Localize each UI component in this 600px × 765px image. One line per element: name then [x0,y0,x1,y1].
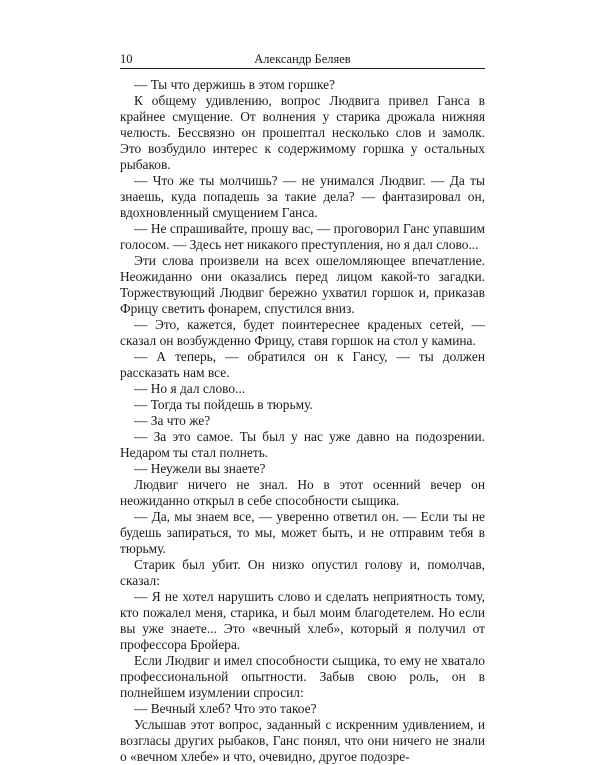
paragraph: Услышав этот вопрос, заданный с искренним удивлением, и возгласы других рыбаков, Ганс понял, что они ничего не знали о «вечном хлебе» и что, очевидно, другое подозре- [120,717,485,764]
paragraph: К общему удивлению, вопрос Людвига привел Ганса в крайнее смущение. От волнения у старика дрожала нижняя челюсть. Бессвязно он прошептал несколько слов и замолк. Это возбудило интерес к содержимому горшка у остальных рыбаков. [120,93,485,172]
page-number: 10 [120,52,133,66]
paragraph: — Что же ты молчишь? — не унимался Людвиг. — Да ты знаешь, куда попадешь за такие дела? — фантазировал он, вдохновленный смущением Ганса. [120,173,485,220]
paragraph: — Неужели вы знаете? [134,461,266,476]
paragraph: — Да, мы знаем все, — уверенно ответил он. — Если ты не будешь запираться, то мы, может быть, и не отправим тебя в тюрьму. [120,509,485,556]
running-head-author: Александр Беляев [254,52,351,66]
paragraph: — За что же? [134,413,211,428]
paragraph: Старик был убит. Он низко опустил голову и, помолчав, сказал: [120,557,485,588]
paragraph: — Но я дал слово... [134,381,246,396]
paragraph: — Ты что держишь в этом горшке? [134,77,335,92]
paragraph: — За это самое. Ты был у нас уже давно на подозрении. Недаром ты стал полнеть. [120,429,485,460]
book-page [120,50,485,765]
paragraph: Людвиг ничего не знал. Но в этот осенний вечер он неожиданно открыл в себе способности сыщика. [120,477,485,508]
paragraph: — А теперь, — обратился он к Гансу, — ты должен рассказать нам все. [120,349,485,380]
paragraph: — Тогда ты пойдешь в тюрьму. [134,397,313,412]
paragraph: — Это, кажется, будет поинтереснее краденых сетей, — сказал он возбужденно Фрицу, ставя горшок на стол у камина. [120,317,485,348]
paragraph: — Не спрашивайте, прошу вас, — проговорил Ганс упавшим голосом. — Здесь нет никакого преступления, но я дал слово... [120,221,485,252]
paragraph: — Я не хотел нарушить слово и сделать неприятность тому, кто пожалел меня, старика, и был моим благодетелем. Но если вы уже знаете... Это «вечный хлеб», который я получил от профессора Бройера. [120,589,485,652]
paragraph: — Вечный хлеб? Что это такое? [134,701,317,716]
body-text [120,77,485,765]
running-header [120,50,485,69]
paragraph: Если Людвиг и имел способности сыщика, то ему не хватало профессиональной опытности. Забыв свою роль, он в полнейшем изумлении спросил: [120,653,485,700]
paragraph: Эти слова произвели на всех ошеломляющее впечатление. Неожиданно они оказались перед лицом какой-то загадки. Торжествующий Людвиг бережно ухватил горшок и, приказав Фрицу светить фонарем, спустился вниз. [120,253,485,316]
